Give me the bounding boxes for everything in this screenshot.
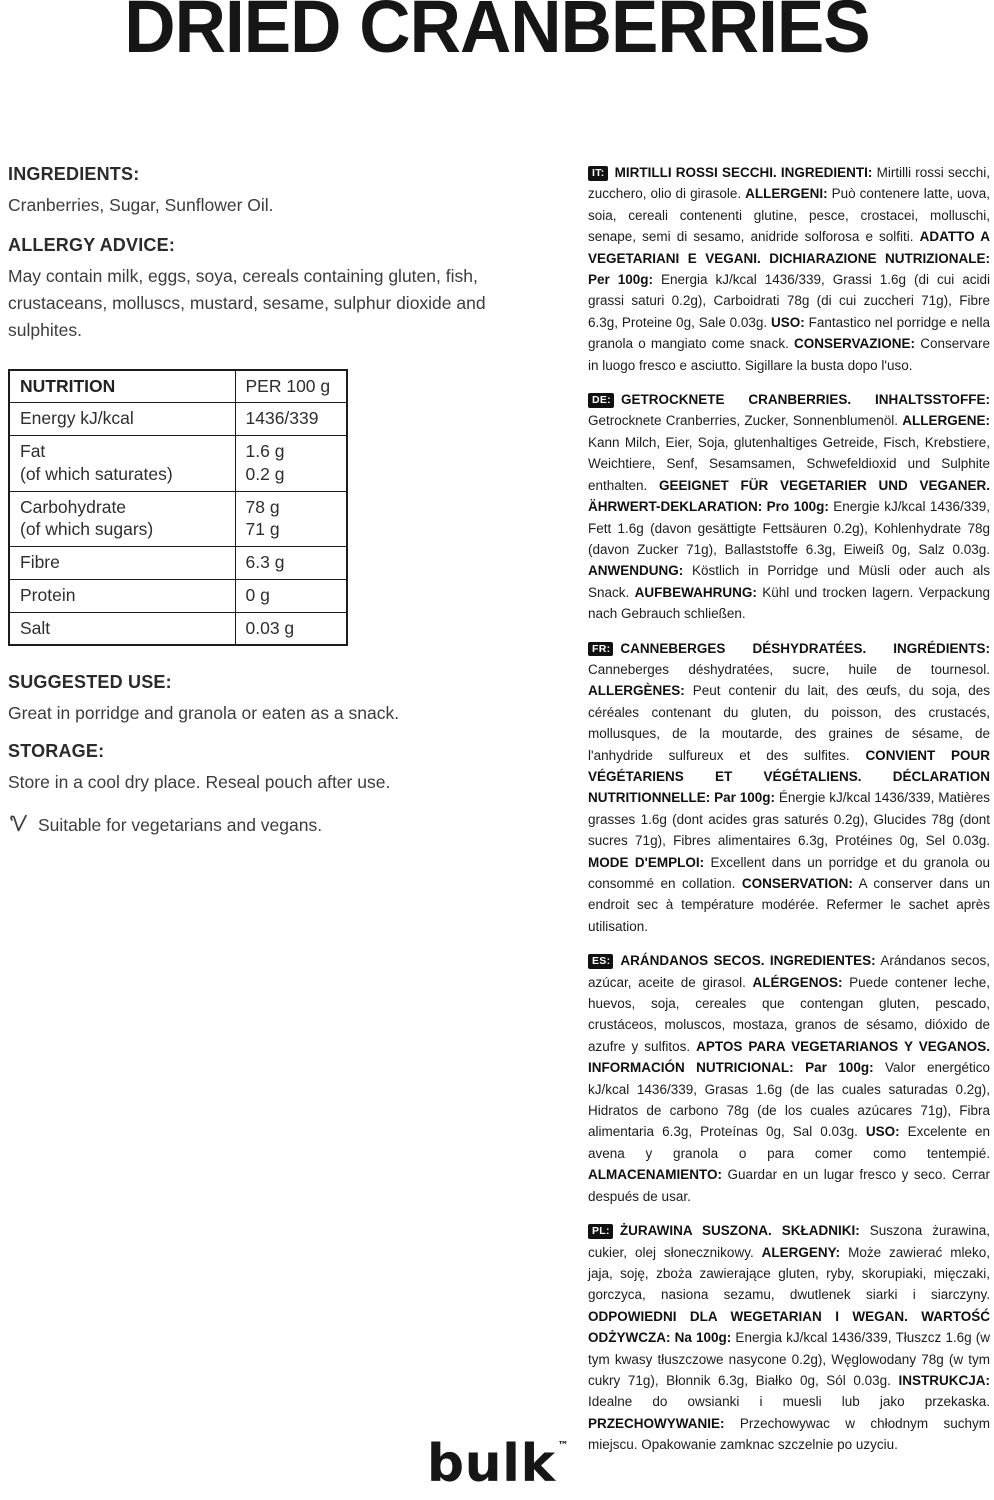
nutrition-table-header-row [9,370,347,403]
lang-text: Canneberges déshydratées, sucre, huile de tournesol. [588,661,990,677]
lang-keyword: PRZECHOWYWANIE: [588,1415,725,1431]
storage-text: Store in a cool dry place. Reseal pouch after use. [8,772,391,793]
nutrient-value-cell: 6.3 g [235,547,347,580]
lang-keyword: ALÉRGENOS: [752,974,843,990]
nutrient-label-cell: Energy kJ/kcal [9,403,235,436]
nutrition-table-body [9,403,347,646]
vegetarian-note-text: Suitable for vegetarians and vegans. [38,815,323,835]
lang-keyword: ALLERGÈNES: [588,683,685,699]
lang-text: Puede contener leche, huevos, soja, cereales que contengan gluten, pescado, crustáceos, moluscos, mostaza, granos de sésamo, dióxido de azufre y sulfitos. [588,974,990,1054]
lang-keyword: ARÁNDANOS SECOS. INGREDIENTES: [620,953,876,969]
lang-keyword: CONSERVATION: [741,876,853,891]
lang-text: Energia kJ/kcal 1436/339, Tłuszcz 1.6g (w tym kwasy tłuszczowe nasycone 0.2g), Węglowodany 78g (w tym cukry 71g), Błonnik 6.3g, Białko 0g, Sól 0.03g. [588,1330,990,1388]
storage-heading: STORAGE: [8,741,105,762]
lang-text: Arándanos secos, azúcar, aceite de girasol. [588,953,991,990]
lang-section-es [588,950,990,1207]
suggested-use-heading: SUGGESTED USE: [8,672,172,693]
nutrient-value-cell: 0.03 g [235,612,347,645]
nutrient-label-cell: Protein [9,579,235,612]
ingredients-heading: INGREDIENTS: [8,164,140,184]
lang-section-pl [588,1220,990,1455]
lang-section-fr [588,638,990,938]
nutrition-table-row [9,403,347,436]
lang-section-de [588,389,990,624]
nutrition-header-label: NUTRITION [9,370,235,403]
lang-text: Peut contenir du lait, des œufs, du soja, des céréales contenant du gluten, du poisson, des crustacés, mollusques, de la moutarde, des graines de sésame, de l'anhydride sulfureux et des sulfites. [588,683,990,763]
lang-text: Valor energético kJ/kcal 1436/339, Grasas 1.6g (de las cuales saturadas 0.2g), Hidratos de carbono 78g (de los cuales azúcares 71g), Fibra alimentaria 6.3g, Proteínas 0g, Sal 0.03g. [588,1060,991,1140]
lang-text: Fantastico nel porridge e nella granola o mangiato come snack. [588,314,990,352]
lang-keyword: ALMACENAMIENTO: [588,1167,722,1183]
product-title: DRIED CRANBERRIES [124,0,870,68]
lang-text: Kann Milch, Eier, Soja, glutenhaltiges Getreide, Fisch, Krebstiere, Weichtiere, Senf, Sesamsamen, Schwefeldioxid und Sulphite enthalten. [588,434,990,493]
lang-badge-it: IT: [588,166,608,181]
lang-keyword: APTOS PARA VEGETARIANOS Y VEGANOS. INFORMACIÓN NUTRICIONAL: Par 100g: [588,1038,990,1076]
trademark-symbol: ™ [557,1439,570,1452]
nutrient-label-cell: Fibre [9,547,235,580]
vegetarian-note [8,813,556,839]
nutrient-value-cell: 1.6 g 0.2 g [235,436,347,492]
lang-keyword: GETROCKNETE CRANBERRIES. INHALTSSTOFFE: [620,392,990,408]
nutrient-label-cell: Salt [9,612,235,645]
lang-keyword: MIRTILLI ROSSI SECCHI. INGREDIENTI: [614,165,873,180]
nutrient-value-cell: 0 g [235,579,347,612]
lang-text: Idealne do owsianki i muesli lub jako przekaska. [588,1394,990,1410]
nutrition-table-row [9,579,347,612]
lang-text: Energia kJ/kcal 1436/339, Grassi 1.6g (di cui acidi grassi saturi 0.2g), Carboidrati 78g (di cui zuccheri 71g), Fibre 6.3g, Proteine 0g, Sale 0.03g. [588,272,990,330]
lang-text: Energie kJ/kcal 1436/339, Fett 1.6g (davon gesättigte Fettsäuren 0.2g), Kohlenhydrate 78g (davon Zucker 71g), Ballaststoffe 6.3g, Eiweiß 0g, Salz 0.03g. [588,499,990,557]
lang-keyword: ŻURAWINA SUSZONA. SKŁADNIKI: [619,1223,860,1239]
nutrient-value-cell: 78 g 71 g [235,491,347,547]
lang-text: Guardar en un lugar fresco y seco. Cerrar después de usar. [588,1167,990,1204]
lang-text: Może zawierać mleko, jaja, soję, zboża zawierające gluten, ryby, skorupiaki, mięczaki, gorczyca, nasiona sezamu, dwutlenek siarki i siarczyny. [588,1244,991,1303]
lang-keyword: CANNEBERGES DÉSHYDRATÉES. INGRÉDIENTS: [620,640,990,656]
lang-badge-fr: FR: [588,642,613,657]
lang-text: Énergie kJ/kcal 1436/339, Matières grasses 1.6g (dont acides gras saturés 0.2g), Glucides 78g (dont sucres 71g), Fibres alimentaires 6.3g, Protéines 0g, Sel 0.03g. [588,790,990,849]
lang-text: Getrocknete Cranberries, Zucker, Sonnenblumenöl. [588,413,903,429]
nutrient-label-cell: Carbohydrate (of which sugars) [9,491,235,547]
lang-keyword: CONVIENT POUR VÉGÉTARIENS ET VÉGÉTALIENS. DÉCLARATION NUTRITIONNELLE: Par 100g: [588,747,990,806]
lang-keyword: MODE D'EMPLOI: [588,854,705,870]
lang-text: Mirtilli rossi secchi, zucchero, olio di girasole. [588,165,990,202]
lang-section-it [588,162,990,376]
allergy-advice-text: May contain milk, eggs, soya, cereals containing gluten, fish, crustaceans, molluscs, mustard, sesame, sulphur dioxide and sulphites. [8,266,486,341]
lang-text: Excelente en avena y granola o para comer como tentempié. [588,1124,990,1161]
nutrition-table-row [9,491,347,547]
nutrition-table-row [9,547,347,580]
left-column [8,164,556,839]
vegetarian-v-icon [8,813,29,839]
lang-text: Può contenere latte, uova, soia, cereali contenenti glutine, pesce, crostacei, molluschi, senape, semi di sesamo, anidride solforosa e solfiti. [588,186,990,245]
lang-keyword: ALLERGENI: [745,186,828,202]
lang-keyword: ADATTO A VEGETARIANI E VEGANI. DICHIARAZIONE NUTRIZIONALE: Per 100g: [588,229,990,288]
lang-keyword: USO: [865,1124,900,1140]
lang-text: Conservare in luogo fresco e asciutto. Sigillare la busta dopo l'uso. [588,336,990,373]
lang-text: Suszona żurawina, cukier, olej słonecznikowy. [588,1223,990,1260]
lang-text: Kühl und trocken lagern. Verpackung nach Gebrauch schließen. [588,584,990,622]
lang-text: Köstlich in Porridge und Müsli oder auch als Snack. [588,563,990,600]
lang-keyword: CONSERVAZIONE: [794,336,916,352]
lang-keyword: AUFBEWAHRUNG: [634,584,757,600]
lang-keyword: ANWENDUNG: [588,563,684,579]
nutrient-value-cell: 1436/339 [235,403,347,436]
lang-text: Excellent dans un porridge et du granola ou consommé en collation. [588,854,990,891]
nutrition-header-per100: PER 100 g [235,370,347,403]
ingredients-text: Cranberries, Sugar, Sunflower Oil. [8,195,274,215]
lang-text: A conserver dans un endroit sec à température modérée. Refermer le sachet après utilisation. [588,876,990,934]
lang-keyword: GEEIGNET FÜR VEGETARIER UND VEGANER. ÄHRWERT-DEKLARATION: Pro 100g: [588,477,991,515]
suggested-use-text: Great in porridge and granola or eaten as a snack. [8,703,400,724]
nutrition-table [8,369,348,647]
bulk-logo: bulk ™ [426,1434,570,1494]
right-column-multilingual [588,162,990,1469]
lang-badge-pl: PL: [588,1224,613,1239]
nutrient-label-cell: Fat (of which saturates) [9,436,235,492]
lang-keyword: USO: [771,314,805,330]
lang-text: Przechowywac w chłodnym suchym miejscu. Opakowanie zamknac szczelnie po uzyciu. [588,1415,990,1453]
nutrition-table-row [9,436,347,492]
lang-badge-de: DE: [588,393,614,408]
lang-keyword: INSTRUKCJA: [898,1372,990,1388]
lang-keyword: ALLERGENE: [902,413,990,429]
lang-badge-es: ES: [588,954,613,969]
lang-keyword: ALERGENY: [761,1244,841,1260]
lang-keyword: ODPOWIEDNI DLA WEGETARIAN I WEGAN. WARTOŚĆ ODŻYWCZA: Na 100g: [588,1308,990,1346]
allergy-advice-heading: ALLERGY ADVICE: [8,235,176,256]
nutrition-table-row [9,612,347,645]
